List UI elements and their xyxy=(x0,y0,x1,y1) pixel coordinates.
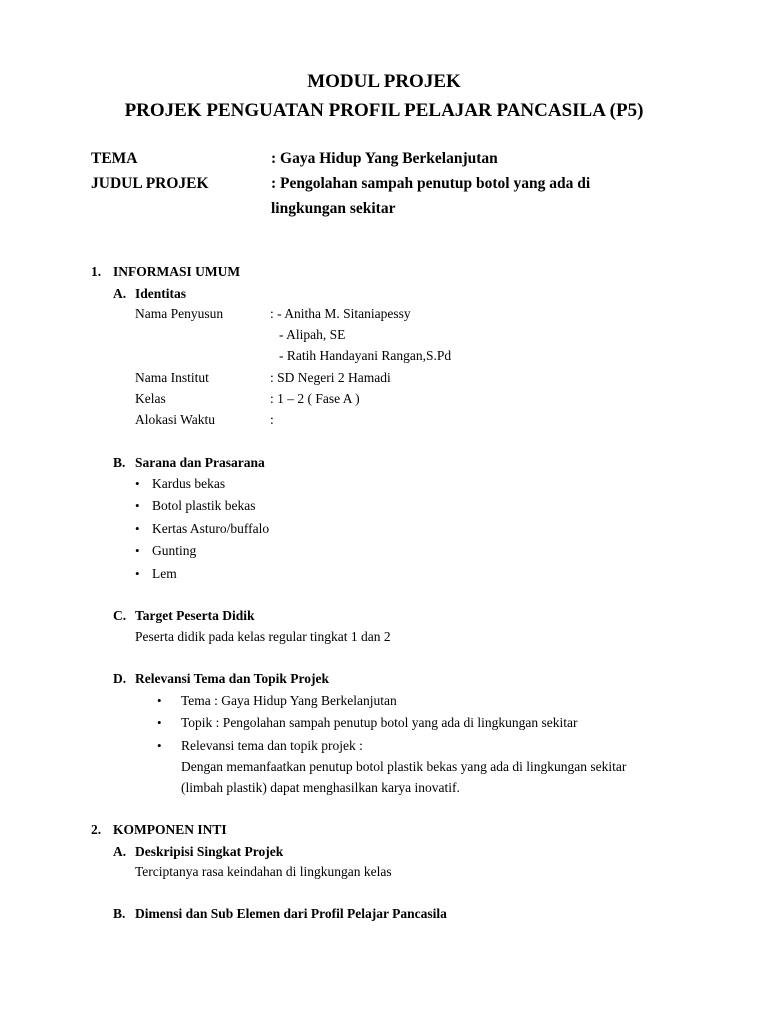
identity-label: Nama Penyusun xyxy=(135,306,224,321)
bullet-icon: • xyxy=(157,738,162,753)
section2a-letter: A. xyxy=(113,844,127,859)
bullet-icon: • xyxy=(135,498,140,513)
identity-value: : - Anitha M. Sitaniapessy xyxy=(270,306,411,321)
section1b-letter: B. xyxy=(113,455,126,470)
section2-number: 2. xyxy=(91,822,102,837)
identity-value: - Ratih Handayani Rangan,S.Pd xyxy=(279,348,452,363)
judul-value-line2: lingkungan sekitar xyxy=(271,200,396,217)
section1c-letter: C. xyxy=(113,608,127,623)
section2-title: KOMPONEN INTI xyxy=(113,822,227,837)
bullet-icon: • xyxy=(157,693,162,708)
judul-value-line1: : Pengolahan sampah penutup botol yang ada di xyxy=(271,175,591,192)
section1-number: 1. xyxy=(91,264,102,279)
section2a-text: Terciptanya rasa keindahan di lingkungan kelas xyxy=(135,864,392,879)
list-item: Topik : Pengolahan sampah penutup botol yang ada di lingkungan sekitar xyxy=(181,715,578,730)
identity-value: : xyxy=(270,412,274,427)
list-item: Lem xyxy=(152,566,177,581)
list-item: Kardus bekas xyxy=(152,476,226,491)
bullet-icon: • xyxy=(135,521,140,536)
list-item: Gunting xyxy=(152,543,197,558)
identity-value: : 1 – 2 ( Fase A ) xyxy=(270,391,360,406)
tema-label: TEMA xyxy=(91,150,138,167)
relevansi-text-line1: Dengan memanfaatkan penutup botol plastik bekas yang ada di lingkungan sekitar xyxy=(181,759,627,774)
section2a-title: Deskripisi Singkat Projek xyxy=(135,844,284,859)
identity-label: Nama Institut xyxy=(135,370,209,385)
section1d-letter: D. xyxy=(113,671,127,686)
judul-label: JUDUL PROJEK xyxy=(91,175,209,192)
document-title: MODUL PROJEK xyxy=(307,71,461,92)
identity-value: : SD Negeri 2 Hamadi xyxy=(270,370,391,385)
section1-title: INFORMASI UMUM xyxy=(113,264,241,279)
bullet-icon: • xyxy=(135,476,140,491)
section1d-title: Relevansi Tema dan Topik Projek xyxy=(135,671,330,686)
section1c-text: Peserta didik pada kelas regular tingkat 1 dan 2 xyxy=(135,629,391,644)
relevansi-text-line2: (limbah plastik) dapat menghasilkan karya inovatif. xyxy=(181,780,460,795)
tema-value: : Gaya Hidup Yang Berkelanjutan xyxy=(271,150,498,167)
section2b-letter: B. xyxy=(113,906,126,921)
bullet-icon: • xyxy=(157,715,162,730)
bullet-icon: • xyxy=(135,566,140,581)
identity-label: Alokasi Waktu xyxy=(135,412,216,427)
section1a-letter: A. xyxy=(113,286,127,301)
identity-value: - Alipah, SE xyxy=(279,327,346,342)
list-item: Kertas Asturo/buffalo xyxy=(152,521,270,536)
section1b-title: Sarana dan Prasarana xyxy=(135,455,265,470)
section1c-title: Target Peserta Didik xyxy=(135,608,255,623)
bullet-icon: • xyxy=(135,543,140,558)
document-subtitle: PROJEK PENGUATAN PROFIL PELAJAR PANCASILA (P5) xyxy=(124,100,644,121)
list-item: Relevansi tema dan topik projek : xyxy=(181,738,363,753)
section2b-title: Dimensi dan Sub Elemen dari Profil Pelajar Pancasila xyxy=(135,906,447,921)
list-item: Botol plastik bekas xyxy=(152,498,256,513)
identity-label: Kelas xyxy=(135,391,166,406)
section1a-title: Identitas xyxy=(135,286,187,301)
list-item: Tema : Gaya Hidup Yang Berkelanjutan xyxy=(181,693,397,708)
